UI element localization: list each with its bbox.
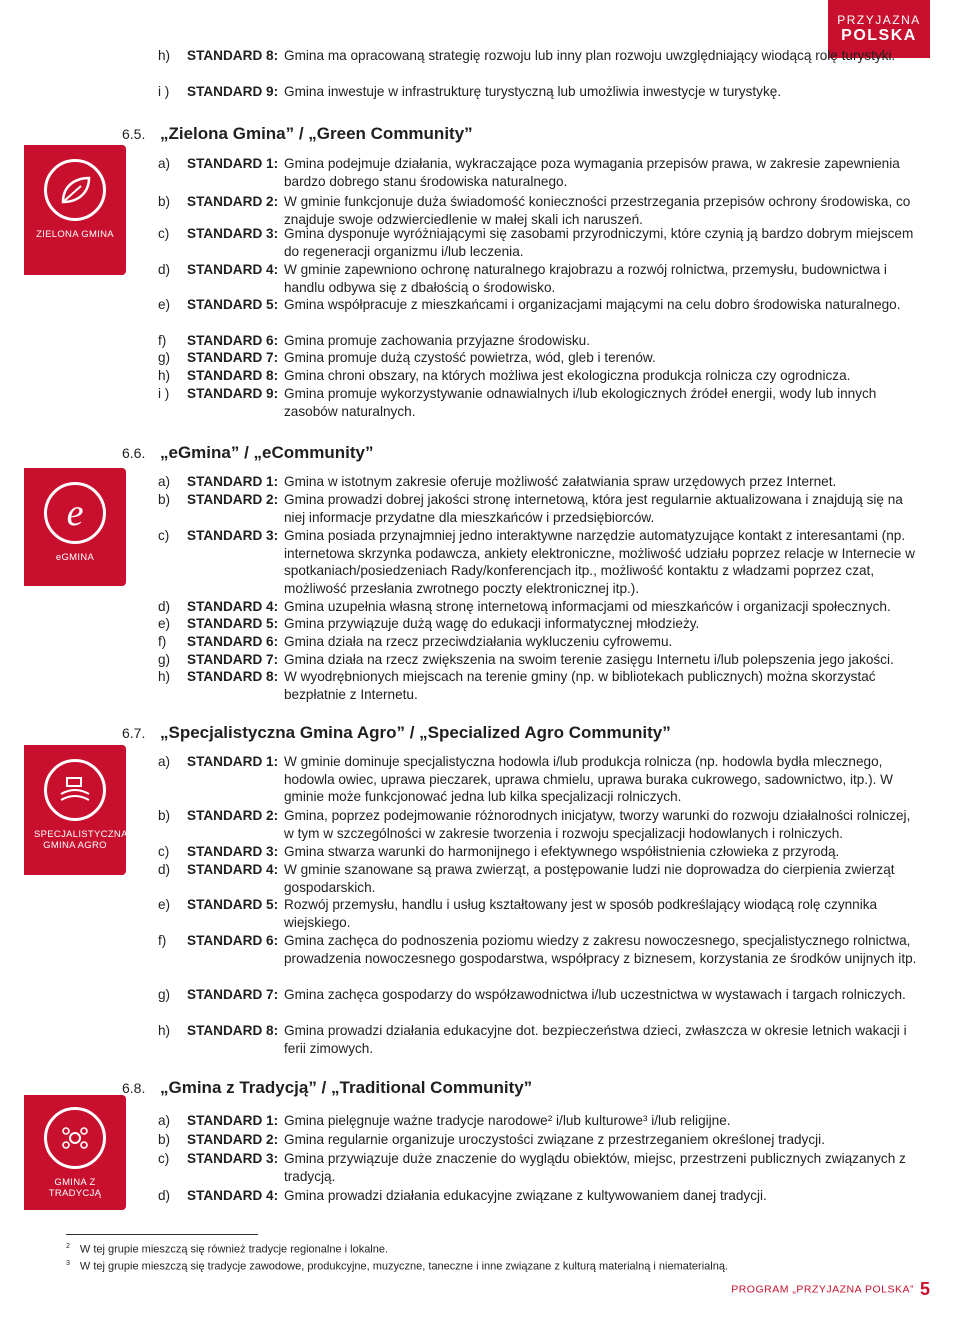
item-standard: STANDARD 2: — [187, 492, 279, 507]
item-standard: STANDARD 5: — [187, 297, 279, 312]
list-item — [158, 155, 918, 190]
section-number: 6.7. — [122, 725, 146, 741]
item-text: Gmina podejmuje działania, wykraczające poza wymagania przepisów prawa, w zakresie zapewnienia bardzo dobrego stanu środowiska naturalnego. — [284, 156, 900, 189]
item-letter: g) — [158, 350, 171, 365]
item-letter: a) — [158, 474, 171, 489]
footnote-text: W tej grupie mieszczą się tradycje zawodowe, produkcyjne, muzyczne, taneczne i inne związane z kulturą materialną i niematerialną. — [79, 1260, 728, 1273]
item-standard: STANDARD 6: — [187, 333, 279, 348]
list-item — [158, 615, 918, 633]
e-letter-icon: e — [44, 482, 106, 544]
item-letter: h) — [158, 48, 171, 63]
item-standard: STANDARD 1: — [187, 1113, 279, 1128]
item-letter: b) — [158, 808, 171, 823]
section-title: „eGmina” / „eCommunity” — [160, 443, 374, 462]
intro-item — [158, 47, 918, 65]
item-text: Gmina w istotnym zakresie oferuje możliwość załatwiania spraw urzędowych przez Internet. — [284, 474, 837, 489]
item-letter: h) — [158, 1023, 171, 1038]
list-item — [158, 527, 918, 597]
item-letter: g) — [158, 987, 171, 1002]
footnote — [66, 1260, 728, 1273]
item-text: Gmina promuje zachowania przyjazne środowisku. — [284, 333, 590, 348]
item-text: Gmina zachęca gospodarzy do współzawodnictwa i/lub uczestnictwa w wystawach i targach rolniczych. — [284, 987, 906, 1002]
item-text: Gmina przywiązuje dużą wagę do edukacji informatycznej młodzieży. — [284, 616, 700, 631]
item-standard: STANDARD 7: — [187, 987, 279, 1002]
list-item — [158, 225, 918, 260]
list-item — [158, 668, 918, 703]
item-letter: d) — [158, 862, 171, 877]
item-letter: h) — [158, 669, 171, 684]
section-heading — [122, 124, 473, 144]
item-text: Gmina chroni obszary, na których możliwa jest ekologiczna produkcja rolnicza czy ogrodnicza. — [284, 368, 851, 383]
section-number: 6.5. — [122, 126, 146, 142]
tab-label: GMINA Z TRADYCJĄ — [48, 1177, 102, 1199]
item-standard: STANDARD 4: — [187, 1188, 279, 1203]
item-letter: i ) — [158, 386, 170, 401]
item-text: Gmina zachęca do podnoszenia poziomu wiedzy z zakresu nowoczesnego, specjalistycznego rolnictwa, prowadzenia nowoczesnego gospodarstwa, współpracy z biznesem, korzystania ze środków unijnych itp. — [284, 933, 917, 966]
footnote — [66, 1243, 388, 1256]
list-item — [158, 332, 918, 350]
list-item — [158, 1187, 918, 1205]
list-item — [158, 651, 918, 669]
item-standard: STANDARD 2: — [187, 1132, 279, 1147]
item-text: Gmina promuje dużą czystość powietrza, wód, gleb i terenów. — [284, 350, 656, 365]
tab-zielona-gmina — [24, 145, 126, 275]
item-text: Gmina inwestuje w infrastrukturę turystyczną lub umożliwia inwestycje w turystykę. — [284, 84, 782, 99]
item-letter: b) — [158, 1132, 171, 1147]
list-item — [158, 896, 918, 931]
item-standard: STANDARD 8: — [187, 1023, 279, 1038]
tab-egmina — [24, 468, 126, 586]
item-letter: c) — [158, 1151, 170, 1166]
item-letter: e) — [158, 616, 171, 631]
section-heading — [122, 443, 373, 463]
item-standard: STANDARD 9: — [187, 386, 279, 401]
section-title: „Gmina z Tradycją” / „Traditional Community” — [160, 1078, 533, 1097]
item-standard: STANDARD 1: — [187, 754, 279, 769]
item-text: W gminie funkcjonuje duża świadomość konieczności przestrzegania przepisów ochrony środowiska, co znajduje swoje odzwierciedlenie w małej skali ich naruszeń. — [284, 194, 911, 227]
footnote-text: W tej grupie mieszczą się również tradycje regionalne i lokalne. — [79, 1243, 389, 1256]
tab-tradycja — [24, 1095, 126, 1210]
section-title: „Specjalistyczna Gmina Agro” / „Specialized Agro Community” — [160, 723, 671, 742]
item-letter: e) — [158, 897, 171, 912]
list-item — [158, 986, 918, 1004]
list-item — [158, 473, 918, 491]
list-item — [158, 932, 918, 967]
item-standard: STANDARD 5: — [187, 897, 279, 912]
item-letter: i ) — [158, 84, 170, 99]
item-letter: d) — [158, 599, 171, 614]
item-standard: STANDARD 3: — [187, 844, 279, 859]
item-text: W wyodrębnionych miejscach na terenie gminy (np. w bibliotekach publicznych) można skorzystać bezpłatnie z Internetu. — [284, 669, 876, 702]
list-item — [158, 753, 918, 806]
list-item — [158, 385, 918, 420]
list-item — [158, 843, 918, 861]
list-item — [158, 193, 918, 228]
item-standard: STANDARD 1: — [187, 156, 279, 171]
list-item — [158, 296, 918, 314]
item-letter: a) — [158, 156, 171, 171]
item-text: W gminie zapewniono ochronę naturalnego krajobrazu a rozwój rolnictwa, przemysłu, budownictwa i handlu odbywa się z dbałością o środowisko. — [284, 262, 887, 295]
list-item — [158, 491, 918, 526]
item-letter: e) — [158, 297, 171, 312]
footnote-mark: 2 — [66, 1243, 70, 1250]
tab-agro — [24, 745, 126, 875]
item-letter: c) — [158, 844, 170, 859]
item-standard: STANDARD 4: — [187, 599, 279, 614]
footnote-mark: 3 — [66, 1260, 70, 1267]
item-standard: STANDARD 3: — [187, 528, 279, 543]
item-standard: STANDARD 4: — [187, 262, 279, 277]
item-letter: f) — [158, 933, 167, 948]
section-heading — [122, 1078, 532, 1098]
item-letter: a) — [158, 1113, 171, 1128]
list-item — [158, 1131, 918, 1149]
item-text: Gmina posiada przynajmniej jedno interaktywne narzędzie automatyzujące kontakt z interesantami (np. internetowa skrzynka podawcza, ankiety elektroniczne, możliwość udziału poprzez relacje w Internecie w spotkaniach/posiedzeniach Rady/konferencjach itp., możliwość kontaktu z władzami poprzez czat, możliwość przesłania zwrotnego poczty elektronicznej itp.). — [284, 528, 915, 596]
section-number: 6.6. — [122, 445, 146, 461]
item-standard: STANDARD 2: — [187, 808, 279, 823]
tab-label: ZIELONA GMINA — [36, 229, 114, 240]
item-text: Gmina, poprzez podejmowanie różnorodnych inicjatyw, tworzy warunki do rozwoju działalności rolniczej, w tym w szczególności w zakresie tworzenia i rozwoju specjalizacji hodowlanych i rolniczych. — [284, 808, 911, 841]
list-item — [158, 261, 918, 296]
item-letter: b) — [158, 194, 171, 209]
item-letter: a) — [158, 754, 171, 769]
item-standard: STANDARD 9: — [187, 84, 279, 99]
item-text: Rozwój przemysłu, handlu i usług kształtowany jest w sposób podkreślający wiodącą rolę czynnika wiejskiego. — [284, 897, 878, 930]
item-text: Gmina promuje wykorzystywanie odnawialnych i/lub ekologicznych źródeł energii, wody lub innych zasobów naturalnych. — [284, 386, 877, 419]
leaf-icon — [44, 159, 106, 221]
list-item — [158, 861, 918, 896]
page-number: 5 — [919, 1279, 930, 1299]
tab-label: SPECJALISTYCZNA GMINA AGRO — [34, 829, 128, 851]
list-item — [158, 1150, 918, 1185]
item-standard: STANDARD 7: — [187, 652, 279, 667]
item-text: Gmina współpracuje z mieszkańcami i organizacjami mającymi na celu dobro środowiska naturalnego. — [284, 297, 901, 312]
page-footer — [731, 1279, 930, 1300]
list-item — [158, 367, 918, 385]
item-standard: STANDARD 8: — [187, 669, 279, 684]
footer-label: PROGRAM „PRZYJAZNA POLSKA” — [731, 1283, 914, 1296]
list-item — [158, 1112, 918, 1130]
item-letter: d) — [158, 262, 171, 277]
item-text: Gmina prowadzi działania edukacyjne dot. bezpieczeństwa dzieci, zwłaszcza w okresie letnich wakacji i ferii zimowych. — [284, 1023, 907, 1056]
item-letter: d) — [158, 1188, 171, 1203]
item-text: Gmina stwarza warunki do harmonijnego i efektywnego współistnienia człowieka z przyrodą. — [284, 844, 840, 859]
item-standard: STANDARD 4: — [187, 862, 279, 877]
item-standard: STANDARD 8: — [187, 48, 279, 63]
item-text: Gmina regularnie organizuje uroczystości związane z przestrzeganiem określonej tradycji. — [284, 1132, 825, 1147]
item-standard: STANDARD 3: — [187, 1151, 279, 1166]
list-item — [158, 349, 918, 367]
item-text: W gminie szanowane są prawa zwierząt, a postępowanie ludzi nie doprowadza do cierpienia zwierząt gospodarskich. — [284, 862, 895, 895]
item-text: Gmina ma opracowaną strategię rozwoju lub inny plan rozwoju uwzględniający wiodącą rolę turystyki. — [284, 48, 896, 63]
intro-item — [158, 83, 918, 101]
item-letter: f) — [158, 333, 167, 348]
section-heading — [122, 723, 671, 743]
list-item — [158, 1022, 918, 1057]
folk-pattern-icon — [44, 1107, 106, 1169]
item-text: Gmina pielęgnuje ważne tradycje narodowe² i/lub kulturowe³ i/lub religijne. — [284, 1113, 731, 1128]
item-standard: STANDARD 5: — [187, 616, 279, 631]
list-item — [158, 633, 918, 651]
item-letter: c) — [158, 528, 170, 543]
list-item — [158, 807, 918, 842]
item-letter: c) — [158, 226, 170, 241]
item-text: Gmina działa na rzecz przeciwdziałania wykluczeniu cyfrowemu. — [284, 634, 673, 649]
item-standard: STANDARD 1: — [187, 474, 279, 489]
item-text: Gmina prowadzi dobrej jakości stronę internetową, która jest regularnie aktualizowana i znajdują się na niej informacje przydatne dla mieszkańców i przedsiębiorców. — [284, 492, 903, 525]
list-item — [158, 598, 918, 616]
item-standard: STANDARD 6: — [187, 933, 279, 948]
item-standard: STANDARD 2: — [187, 194, 279, 209]
item-standard: STANDARD 8: — [187, 368, 279, 383]
item-text: Gmina dysponuje wyróżniającymi się zasobami przyrodniczymi, które czynią ją bardzo dobrym miejscem do regeneracji organizmu i/lub leczenia. — [284, 226, 914, 259]
item-letter: b) — [158, 492, 171, 507]
item-standard: STANDARD 7: — [187, 350, 279, 365]
item-letter: f) — [158, 634, 167, 649]
tab-label: eGMINA — [55, 552, 95, 563]
item-text: Gmina przywiązuje duże znaczenie do wyglądu obiektów, miejsc, przestrzeni publicznych związanych z tradycją. — [284, 1151, 906, 1184]
section-number: 6.8. — [122, 1080, 146, 1096]
brand-logo-line1: PRZYJAZNA — [837, 13, 921, 27]
item-text: W gminie dominuje specjalistyczna hodowla i/lub produkcja rolnicza (np. hodowla bydła mlecznego, hodowla owiec, uprawa pieczarek, uprawa chmielu, uprawa buraka cukrowego, sadownictwo, itp.). W gminie może funkcjonować jedna lub kilka specjalizacji rolniczych. — [284, 754, 893, 805]
footnote-divider — [66, 1234, 258, 1235]
item-text: Gmina działa na rzecz zwiększenia na swoim terenie zasięgu Internetu i/lub polepszenia jego jakości. — [284, 652, 894, 667]
item-letter: g) — [158, 652, 171, 667]
brand-logo-line2: POLSKA — [841, 27, 917, 44]
item-standard: STANDARD 3: — [187, 226, 279, 241]
item-text: Gmina uzupełnia własną stronę internetową informacjami od mieszkańców i organizacji społecznych. — [284, 599, 891, 614]
item-letter: h) — [158, 368, 171, 383]
tractor-field-icon — [44, 759, 106, 821]
item-text: Gmina prowadzi działania edukacyjne związane z kultywowaniem danej tradycji. — [284, 1188, 767, 1203]
item-standard: STANDARD 6: — [187, 634, 279, 649]
section-title: „Zielona Gmina” / „Green Community” — [160, 124, 473, 143]
